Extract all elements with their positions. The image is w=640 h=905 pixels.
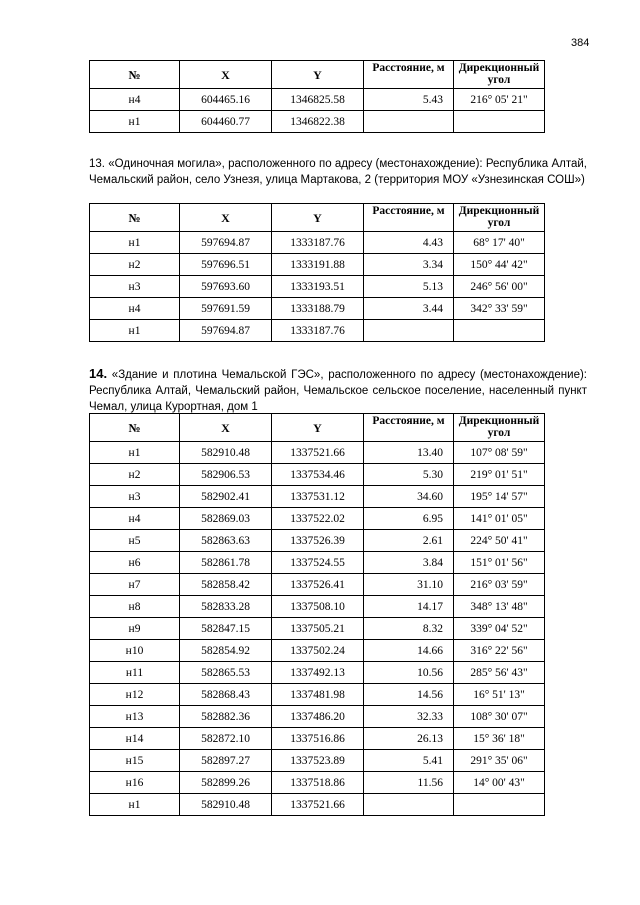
cell-direction: 195° 14' 57": [454, 486, 545, 508]
cell-distance: 5.13: [364, 276, 454, 298]
table-row: [90, 232, 545, 254]
page-number: 384: [571, 37, 590, 49]
cell-x: 582865.53: [180, 662, 272, 684]
cell-y: 1337526.41: [272, 574, 364, 596]
cell-y: 1333191.88: [272, 254, 364, 276]
cell-point: н13: [90, 706, 180, 728]
table-row: [90, 298, 545, 320]
cell-x: 582910.48: [180, 442, 272, 464]
table-row: [90, 111, 545, 133]
section-14-description: [89, 366, 587, 415]
cell-distance: 5.43: [364, 89, 454, 111]
cell-direction: 219° 01' 51": [454, 464, 545, 486]
table-row: [90, 596, 545, 618]
cell-distance: 26.13: [364, 728, 454, 750]
table-row: [90, 794, 545, 816]
cell-y: 1337521.66: [272, 442, 364, 464]
cell-point: н7: [90, 574, 180, 596]
header-distance: Расстояние, м: [364, 414, 454, 442]
table-row: [90, 684, 545, 706]
table-row: [90, 706, 545, 728]
cell-point: н9: [90, 618, 180, 640]
cell-point: н16: [90, 772, 180, 794]
header-direction: Дирекционный угол: [454, 61, 545, 89]
table-body: [90, 89, 545, 133]
header-x: X: [180, 414, 272, 442]
cell-distance: [364, 320, 454, 342]
table-row: [90, 552, 545, 574]
table-row: [90, 728, 545, 750]
header-direction: Дирекционный угол: [454, 414, 545, 442]
cell-y: 1337523.89: [272, 750, 364, 772]
cell-point: н10: [90, 640, 180, 662]
cell-point: н4: [90, 298, 180, 320]
table-body: [90, 232, 545, 342]
cell-distance: 34.60: [364, 486, 454, 508]
header-x: X: [180, 61, 272, 89]
cell-x: 597694.87: [180, 320, 272, 342]
cell-distance: [364, 794, 454, 816]
cell-y: 1337492.13: [272, 662, 364, 684]
cell-y: 1337505.21: [272, 618, 364, 640]
cell-direction: 16° 51' 13": [454, 684, 545, 706]
table-header-row: [90, 61, 545, 89]
cell-y: 1337516.86: [272, 728, 364, 750]
cell-direction: [454, 794, 545, 816]
table-row: [90, 508, 545, 530]
section-13-coordinates-table: [89, 203, 545, 342]
cell-x: 582858.42: [180, 574, 272, 596]
cell-distance: 14.17: [364, 596, 454, 618]
table-row: [90, 486, 545, 508]
cell-direction: 342° 33' 59": [454, 298, 545, 320]
cell-distance: 6.95: [364, 508, 454, 530]
header-y: Y: [272, 61, 364, 89]
cell-direction: 339° 04' 52": [454, 618, 545, 640]
table-row: [90, 442, 545, 464]
section-13-number: 13.: [89, 158, 105, 170]
cell-x: 582910.48: [180, 794, 272, 816]
table-row: [90, 530, 545, 552]
cell-point: н3: [90, 486, 180, 508]
cell-x: 582854.92: [180, 640, 272, 662]
cell-y: 1346822.38: [272, 111, 364, 133]
cell-y: 1333187.76: [272, 232, 364, 254]
cell-distance: [364, 111, 454, 133]
cell-point: н1: [90, 794, 180, 816]
cell-distance: 14.56: [364, 684, 454, 706]
cell-direction: 150° 44' 42": [454, 254, 545, 276]
cell-direction: 348° 13' 48": [454, 596, 545, 618]
cell-x: 582833.28: [180, 596, 272, 618]
table-row: [90, 89, 545, 111]
header-number: №: [90, 61, 180, 89]
cell-direction: 141° 01' 05": [454, 508, 545, 530]
section-14-text: «Здание и плотина Чемальской ГЭС», расположенного по адресу (местонахождение): Республика Алтай, Чемальский район, Чемальское сельское поселение, населенный пункт Чемал, улица Курортная, дом 1: [89, 369, 587, 413]
cell-distance: 5.41: [364, 750, 454, 772]
cell-distance: 31.10: [364, 574, 454, 596]
cell-direction: 285° 56' 43": [454, 662, 545, 684]
cell-y: 1346825.58: [272, 89, 364, 111]
cell-x: 582863.63: [180, 530, 272, 552]
table-header-row: [90, 414, 545, 442]
cell-direction: 216° 03' 59": [454, 574, 545, 596]
cell-x: 597693.60: [180, 276, 272, 298]
cell-y: 1337521.66: [272, 794, 364, 816]
cell-x: 582897.27: [180, 750, 272, 772]
cell-point: н12: [90, 684, 180, 706]
cell-direction: 246° 56' 00": [454, 276, 545, 298]
cell-direction: 108° 30' 07": [454, 706, 545, 728]
table-row: [90, 750, 545, 772]
table-row: [90, 662, 545, 684]
cell-x: 597691.59: [180, 298, 272, 320]
cell-direction: [454, 320, 545, 342]
cell-y: 1337481.98: [272, 684, 364, 706]
cell-direction: 224° 50' 41": [454, 530, 545, 552]
cell-point: н1: [90, 442, 180, 464]
cell-distance: 32.33: [364, 706, 454, 728]
cell-y: 1333193.51: [272, 276, 364, 298]
section-13-description: [89, 156, 587, 188]
cell-y: 1337508.10: [272, 596, 364, 618]
cell-x: 582872.10: [180, 728, 272, 750]
cell-distance: 14.66: [364, 640, 454, 662]
table-row: [90, 772, 545, 794]
section-14-coordinates-table: [89, 413, 545, 816]
cell-y: 1337502.24: [272, 640, 364, 662]
cell-direction: 15° 36' 18": [454, 728, 545, 750]
table-row: [90, 640, 545, 662]
cell-y: 1337486.20: [272, 706, 364, 728]
cell-point: н8: [90, 596, 180, 618]
cell-distance: 11.56: [364, 772, 454, 794]
header-number: №: [90, 414, 180, 442]
cell-point: н1: [90, 232, 180, 254]
cell-point: н2: [90, 464, 180, 486]
table-row: [90, 276, 545, 298]
cell-point: н11: [90, 662, 180, 684]
cell-y: 1337518.86: [272, 772, 364, 794]
cell-direction: 316° 22' 56": [454, 640, 545, 662]
cell-point: н5: [90, 530, 180, 552]
header-y: Y: [272, 414, 364, 442]
cell-x: 582847.15: [180, 618, 272, 640]
cell-y: 1337524.55: [272, 552, 364, 574]
section-13-text: «Одиночная могила», расположенного по адресу (местонахождение): Республика Алтай, Чемальский район, село Узнезя, улица Мартакова, 2 (территория МОУ «Узнезинская СОШ»): [89, 158, 587, 186]
cell-point: н2: [90, 254, 180, 276]
header-y: Y: [272, 204, 364, 232]
cell-x: 597694.87: [180, 232, 272, 254]
cell-x: 604465.16: [180, 89, 272, 111]
cell-x: 604460.77: [180, 111, 272, 133]
cell-distance: 3.44: [364, 298, 454, 320]
cell-distance: 2.61: [364, 530, 454, 552]
cell-x: 582902.41: [180, 486, 272, 508]
cell-distance: 8.32: [364, 618, 454, 640]
cell-point: н6: [90, 552, 180, 574]
cell-distance: 10.56: [364, 662, 454, 684]
cell-x: 582906.53: [180, 464, 272, 486]
cell-point: н4: [90, 89, 180, 111]
header-distance: Расстояние, м: [364, 61, 454, 89]
table-row: [90, 574, 545, 596]
cell-distance: 5.30: [364, 464, 454, 486]
header-number: №: [90, 204, 180, 232]
coordinates-table-continued: [89, 60, 545, 133]
header-direction: Дирекционный угол: [454, 204, 545, 232]
cell-distance: 4.43: [364, 232, 454, 254]
cell-distance: 3.34: [364, 254, 454, 276]
cell-y: 1337526.39: [272, 530, 364, 552]
cell-distance: 13.40: [364, 442, 454, 464]
cell-point: н3: [90, 276, 180, 298]
header-x: X: [180, 204, 272, 232]
table-row: [90, 618, 545, 640]
cell-point: н15: [90, 750, 180, 772]
cell-direction: [454, 111, 545, 133]
cell-distance: 3.84: [364, 552, 454, 574]
cell-x: 582868.43: [180, 684, 272, 706]
table-row: [90, 464, 545, 486]
cell-direction: 216° 05' 21": [454, 89, 545, 111]
cell-point: н1: [90, 111, 180, 133]
table-row: [90, 320, 545, 342]
cell-x: 582861.78: [180, 552, 272, 574]
cell-point: н14: [90, 728, 180, 750]
table-row: [90, 254, 545, 276]
cell-direction: 291° 35' 06": [454, 750, 545, 772]
header-distance: Расстояние, м: [364, 204, 454, 232]
cell-direction: 107° 08' 59": [454, 442, 545, 464]
cell-direction: 14° 00' 43": [454, 772, 545, 794]
cell-y: 1333187.76: [272, 320, 364, 342]
cell-x: 597696.51: [180, 254, 272, 276]
cell-direction: 151° 01' 56": [454, 552, 545, 574]
cell-y: 1337522.02: [272, 508, 364, 530]
cell-y: 1337534.46: [272, 464, 364, 486]
cell-y: 1337531.12: [272, 486, 364, 508]
cell-direction: 68° 17' 40": [454, 232, 545, 254]
cell-point: н4: [90, 508, 180, 530]
cell-x: 582869.03: [180, 508, 272, 530]
cell-x: 582899.26: [180, 772, 272, 794]
cell-x: 582882.36: [180, 706, 272, 728]
cell-point: н1: [90, 320, 180, 342]
table-body: [90, 442, 545, 816]
table-header-row: [90, 204, 545, 232]
cell-y: 1333188.79: [272, 298, 364, 320]
section-14-number: 14.: [89, 366, 108, 381]
